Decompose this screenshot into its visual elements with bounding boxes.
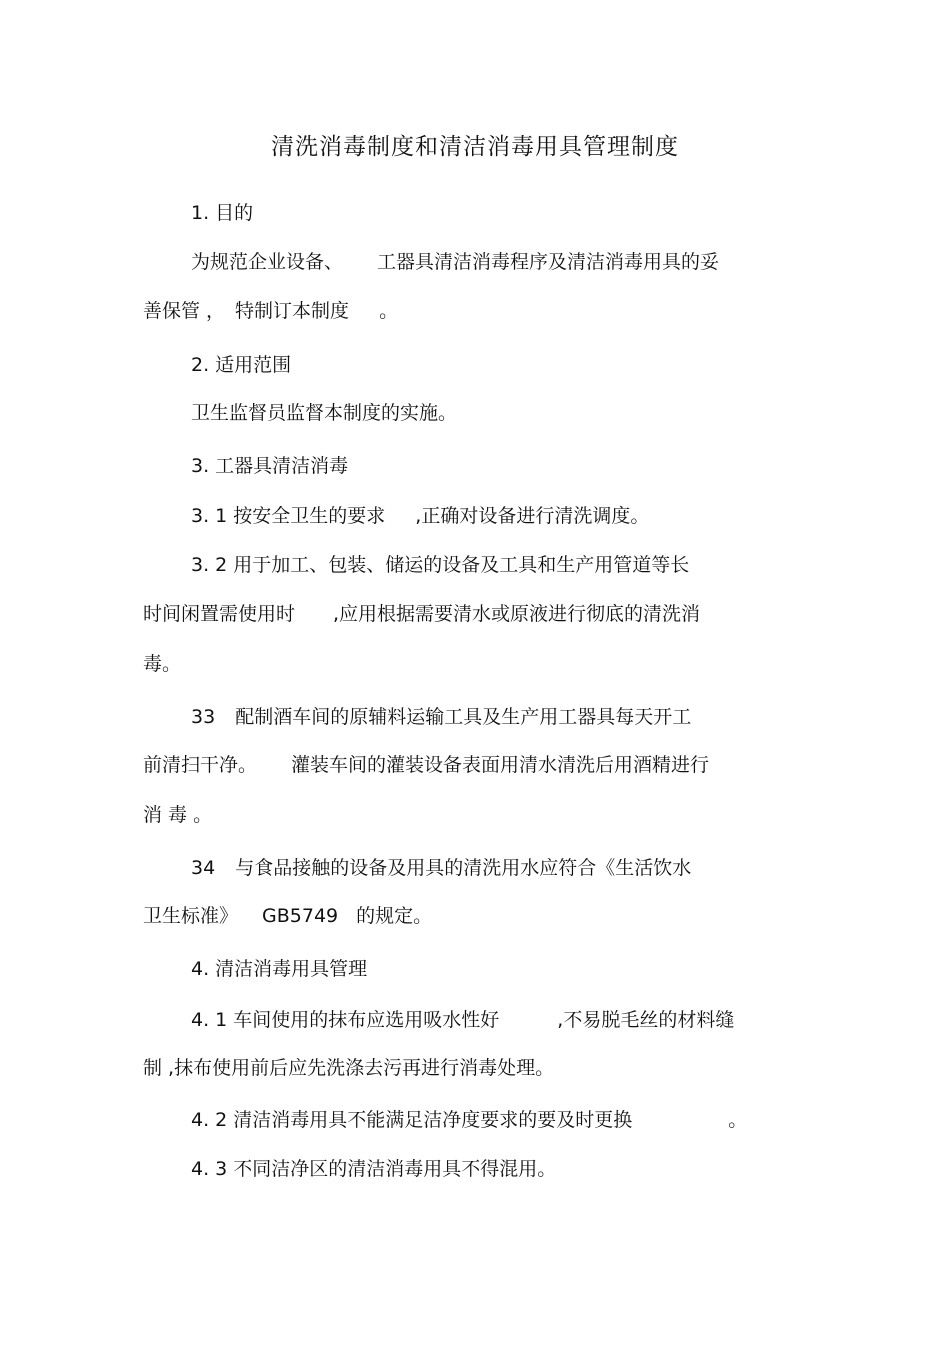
heading-tool-cleaning: 3. 工器具清洁消毒 xyxy=(191,455,349,477)
paragraph-line: 毒。 xyxy=(143,653,182,675)
text-segment: 前清扫干净。 xyxy=(143,754,258,776)
text-segment: 33 xyxy=(191,706,216,728)
paragraph-line: 4. 3 不同洁净区的清洁消毒用具不得混用。 xyxy=(191,1158,557,1180)
paragraph-line xyxy=(143,601,700,627)
text-segment: 4. 1 车间使用的抹布应选用吸水性好 xyxy=(191,1009,500,1031)
paragraph-line xyxy=(191,1007,734,1033)
text-segment: 34 xyxy=(191,857,216,879)
text-segment: 与食品接触的设备及用具的清洗用水应符合《生活饮水 xyxy=(235,857,692,879)
text-segment: 4. 2 清洁消毒用具不能满足洁净度要求的要及时更换 xyxy=(191,1109,633,1131)
paragraph-line: 消 毒 。 xyxy=(143,804,213,826)
paragraph-line xyxy=(191,1107,747,1133)
text-segment: 配制酒车间的原辅料运输工具及生产用工器具每天开工 xyxy=(235,706,692,728)
text-segment: 卫生标准》 xyxy=(143,905,239,927)
text-segment: 特制订本制度 xyxy=(235,300,350,322)
paragraph-line xyxy=(191,503,649,529)
paragraph-line xyxy=(191,855,691,881)
paragraph-line xyxy=(143,752,709,778)
text-segment: ,正确对设备进行清洗调度。 xyxy=(415,505,650,527)
document-title: 清洗消毒制度和清洁消毒用具管理制度 xyxy=(271,134,679,160)
paragraph-line: 3. 2 用于加工、包装、储运的设备及工具和生产用管道等长 xyxy=(191,554,690,576)
heading-tool-management: 4. 清洁消毒用具管理 xyxy=(191,958,368,980)
text-segment: 善保管 ， xyxy=(143,300,226,322)
text-segment: 的规定。 xyxy=(356,905,433,927)
paragraph-line: 制 ,抹布使用前后应先洗涤去污再进行消毒处理。 xyxy=(143,1057,555,1079)
text-segment: 为规范企业设备、 xyxy=(191,251,344,273)
heading-purpose: 1. 目的 xyxy=(191,202,254,224)
paragraph-line xyxy=(191,249,719,275)
text-segment: 时间闲置需使用时 xyxy=(143,603,296,625)
text-segment: 3. 1 按安全卫生的要求 xyxy=(191,505,386,527)
paragraph-line xyxy=(143,298,398,324)
text-segment: ,不易脱毛丝的材料缝 xyxy=(557,1009,735,1031)
text-segment: 。 xyxy=(728,1109,748,1131)
text-segment: 工器具清洁消毒程序及清洁消毒用具的妥 xyxy=(377,251,720,273)
paragraph-line xyxy=(143,903,432,929)
text-segment: 灌装车间的灌装设备表面用清水清洗后用酒精进行 xyxy=(291,754,710,776)
paragraph-line: 卫生监督员监督本制度的实施。 xyxy=(191,402,458,424)
standard-code: GB5749 xyxy=(262,905,339,927)
text-segment: ,应用根据需要清水或原液进行彻底的清洗消 xyxy=(333,603,701,625)
text-segment: 。 xyxy=(379,300,399,322)
paragraph-line xyxy=(191,704,691,730)
heading-scope: 2. 适用范围 xyxy=(191,354,292,376)
